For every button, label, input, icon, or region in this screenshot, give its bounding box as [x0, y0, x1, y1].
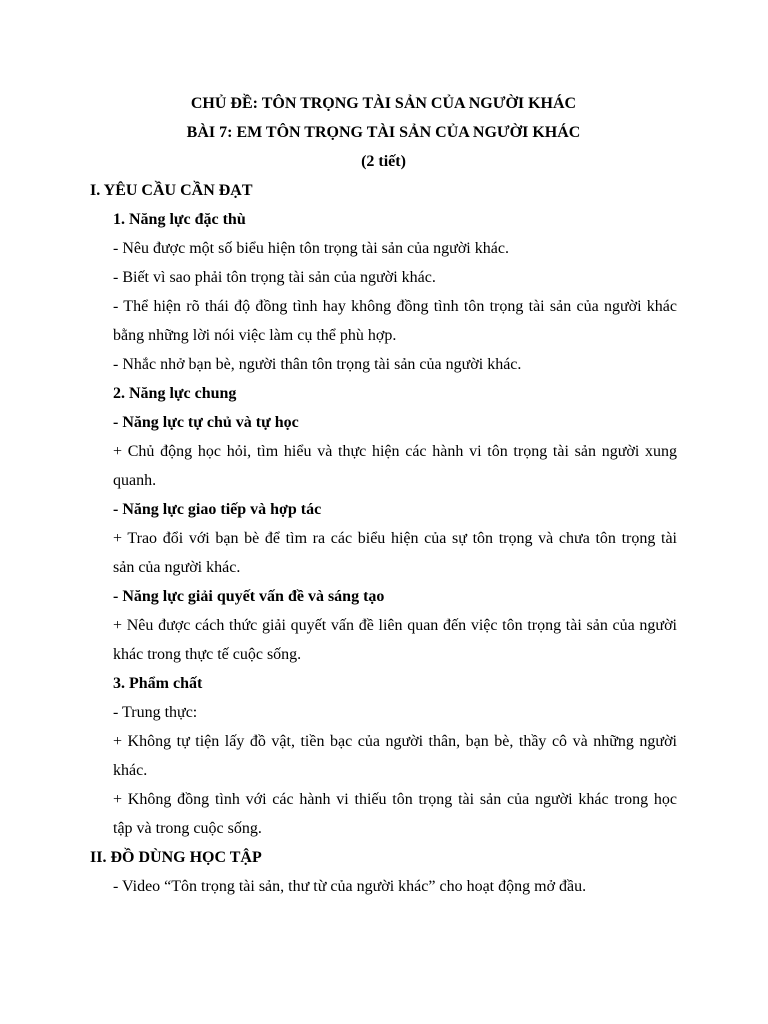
specific-competence-item-3: - Thể hiện rõ thái độ đồng tình hay không đồng tình tôn trọng tài sản của người khác — [113, 298, 677, 315]
lesson-periods: (2 tiết) — [361, 153, 406, 170]
specific-competence-item-2: - Biết vì sao phải tôn trọng tài sản của người khác. — [113, 269, 436, 286]
communication-line-2: sản của người khác. — [113, 559, 241, 576]
problem-solving-heading: - Năng lực giải quyết vấn đề và sáng tạo — [113, 588, 385, 605]
communication-heading: - Năng lực giao tiếp và hợp tác — [113, 501, 322, 518]
self-learning-heading: - Năng lực tự chủ và tự học — [113, 414, 299, 431]
specific-competence-item-1: - Nêu được một số biểu hiện tôn trọng tài sản của người khác. — [113, 240, 509, 257]
qualities-heading: 3. Phẩm chất — [113, 675, 203, 692]
problem-solving-line-2: khác trong thực tế cuộc sống. — [113, 646, 302, 663]
problem-solving-line-1: + Nêu được cách thức giải quyết vấn đề liên quan đến việc tôn trọng tài sản của người — [113, 617, 677, 634]
communication-line-1: + Trao đổi với bạn bè để tìm ra các biểu hiện của sự tôn trọng và chưa tôn trọng tài — [113, 530, 677, 547]
specific-competence-heading: 1. Năng lực đặc thù — [113, 211, 246, 228]
section-requirements-heading: I. YÊU CẦU CẦN ĐẠT — [90, 182, 253, 199]
honesty-item-1-line-2: khác. — [113, 762, 148, 779]
topic-title: CHỦ ĐỀ: TÔN TRỌNG TÀI SẢN CỦA NGƯỜI KHÁC — [190, 95, 577, 112]
lesson-title: BÀI 7: EM TÔN TRỌNG TÀI SẢN CỦA NGƯỜI KHÁC — [186, 124, 581, 141]
honesty-intro: - Trung thực: — [113, 704, 198, 721]
specific-competence-item-3-cont: bằng những lời nói việc làm cụ thể phù hợp. — [113, 327, 397, 344]
self-learning-line-2: quanh. — [113, 472, 157, 489]
self-learning-line-1: + Chủ động học hỏi, tìm hiểu và thực hiện các hành vi tôn trọng tài sản người xung — [113, 443, 677, 460]
honesty-item-2-line-2: tập và trong cuộc sống. — [113, 820, 262, 837]
materials-item-1: - Video “Tôn trọng tài sản, thư từ của người khác” cho hoạt động mở đầu. — [113, 878, 587, 895]
honesty-item-2-line-1: + Không đồng tình với các hành vi thiếu tôn trọng tài sản của người khác trong học — [113, 791, 677, 808]
specific-competence-item-4: - Nhắc nhở bạn bè, người thân tôn trọng tài sản của người khác. — [113, 356, 522, 373]
section-materials-heading: II. ĐỒ DÙNG HỌC TẬP — [90, 849, 262, 866]
general-competence-heading: 2. Năng lực chung — [113, 385, 237, 402]
honesty-item-1-line-1: + Không tự tiện lấy đồ vật, tiền bạc của người thân, bạn bè, thầy cô và những người — [113, 733, 677, 750]
